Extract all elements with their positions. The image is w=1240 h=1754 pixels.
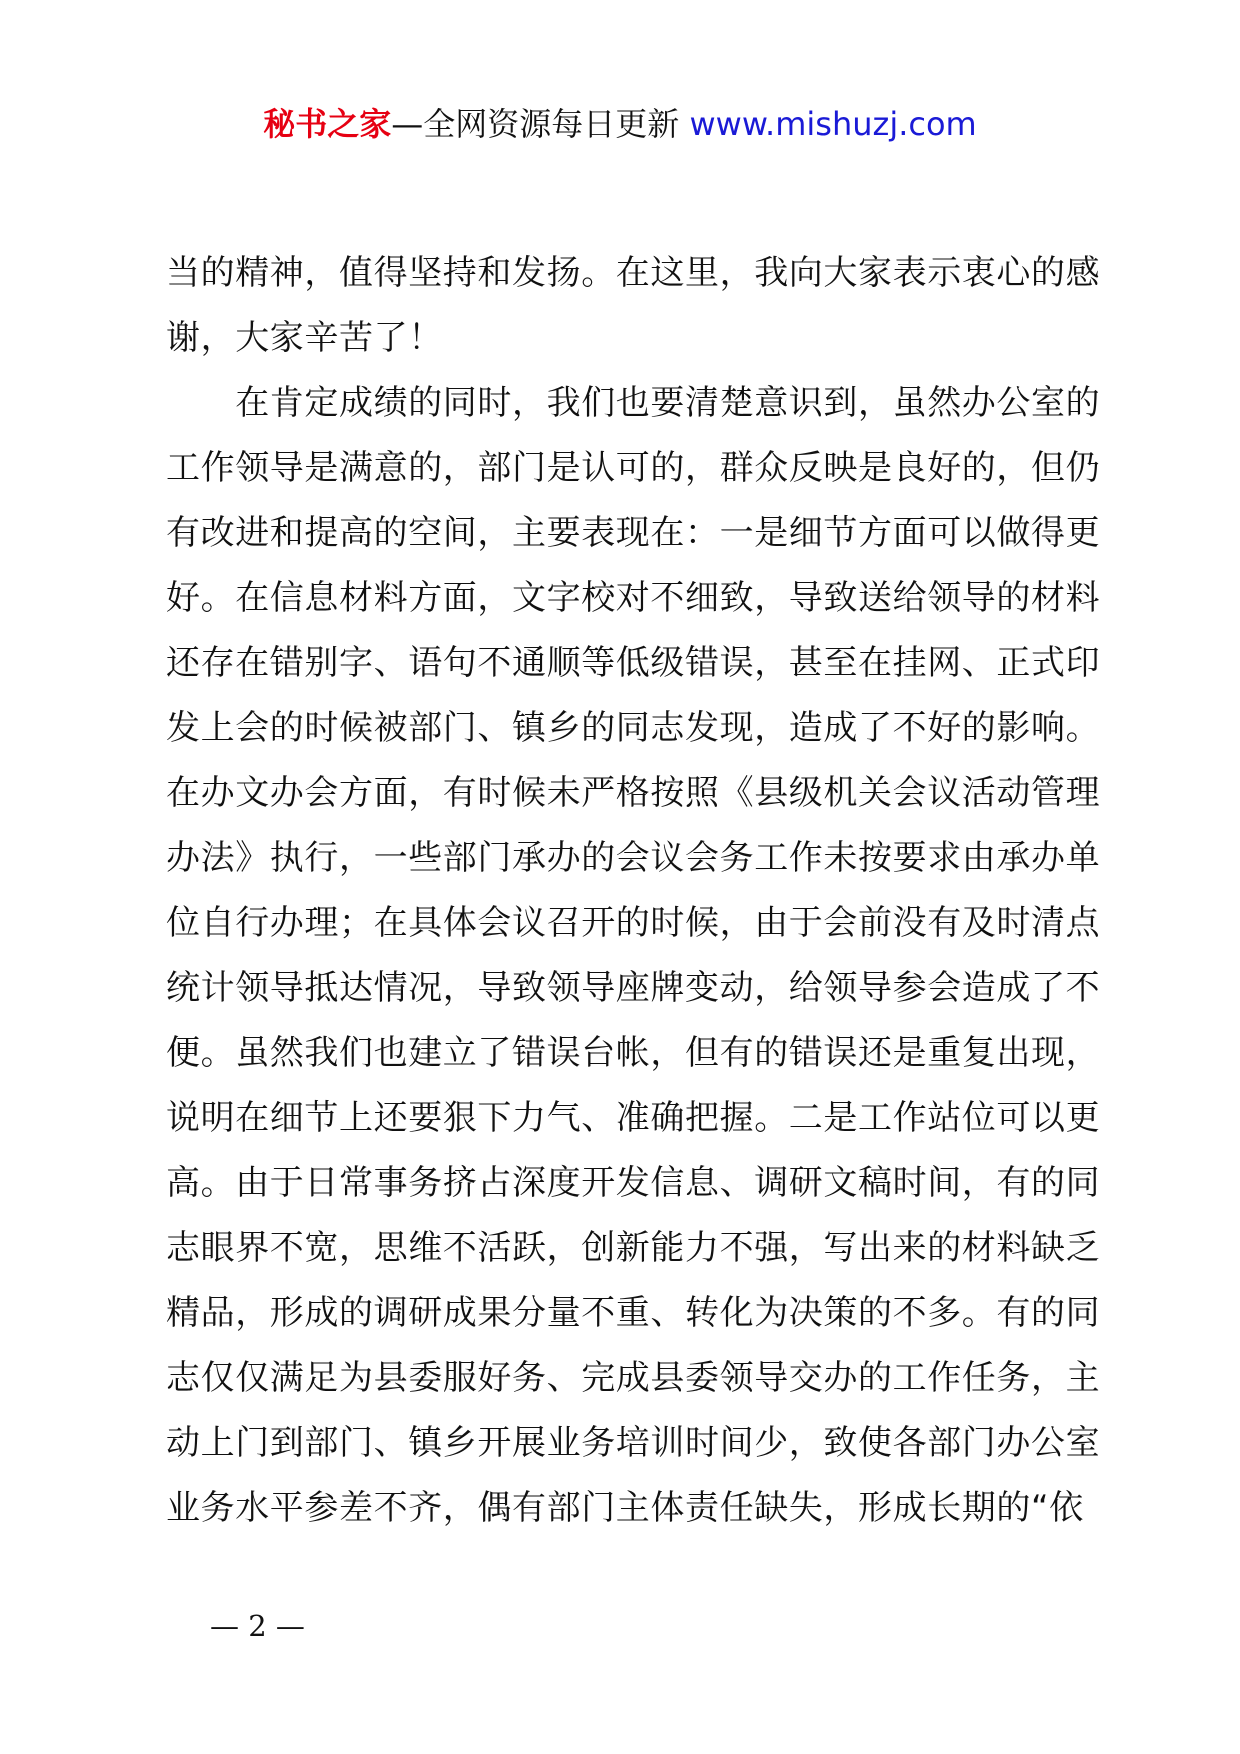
text-line: 工作领导是满意的，部门是认可的，群众反映是良好的，但仍 <box>166 448 1101 488</box>
text-line: 志仅仅满足为县委服好务、完成县委领导交办的工作任务，主 <box>166 1358 1101 1398</box>
text-line: 志眼界不宽，思维不活跃，创新能力不强，写出来的材料缺乏 <box>166 1228 1101 1268</box>
text-line: 有改进和提高的空间，主要表现在：一是细节方面可以做得更 <box>166 513 1101 553</box>
page-header <box>0 98 1240 150</box>
document-body <box>166 241 1101 1541</box>
site-tagline: —全网资源每日更新 <box>391 105 680 143</box>
text-line: 高。由于日常事务挤占深度开发信息、调研文稿时间，有的同 <box>166 1163 1101 1203</box>
text-line: 谢，大家辛苦了！ <box>166 318 443 358</box>
site-url-link[interactable]: www.mishuzj.com <box>689 105 977 143</box>
text-line: 在办文办会方面，有时候未严格按照《县级机关会议活动管理 <box>166 773 1101 813</box>
text-line: 动上门到部门、镇乡开展业务培训时间少，致使各部门办公室 <box>166 1423 1101 1463</box>
text-line: 在肯定成绩的同时，我们也要清楚意识到，虽然办公室的 <box>166 383 1101 423</box>
text-line: 办法》执行，一些部门承办的会议会务工作未按要求由承办单 <box>166 838 1101 878</box>
text-line: 统计领导抵达情况，导致领导座牌变动，给领导参会造成了不 <box>166 968 1101 1008</box>
text-line: 好。在信息材料方面，文字校对不细致，导致送给领导的材料 <box>166 578 1101 618</box>
site-brand: 秘书之家 <box>263 105 392 143</box>
text-line: 位自行办理；在具体会议召开的时候，由于会前没有及时清点 <box>166 903 1101 943</box>
text-line: 精品，形成的调研成果分量不重、转化为决策的不多。有的同 <box>166 1293 1101 1333</box>
text-line: 业务水平参差不齐，偶有部门主体责任缺失，形成长期的“依 <box>166 1488 1084 1528</box>
text-line: 发上会的时候被部门、镇乡的同志发现，造成了不好的影响。 <box>166 708 1101 748</box>
text-line: 便。虽然我们也建立了错误台帐，但有的错误还是重复出现， <box>166 1033 1101 1073</box>
text-line: 还存在错别字、语句不通顺等低级错误，甚至在挂网、正式印 <box>166 643 1101 683</box>
text-line: 当的精神，值得坚持和发扬。在这里，我向大家表示衷心的感 <box>166 253 1101 293</box>
text-line: 说明在细节上还要狠下力气、准确把握。二是工作站位可以更 <box>166 1098 1101 1138</box>
page-number: — 2 — <box>210 1609 305 1643</box>
